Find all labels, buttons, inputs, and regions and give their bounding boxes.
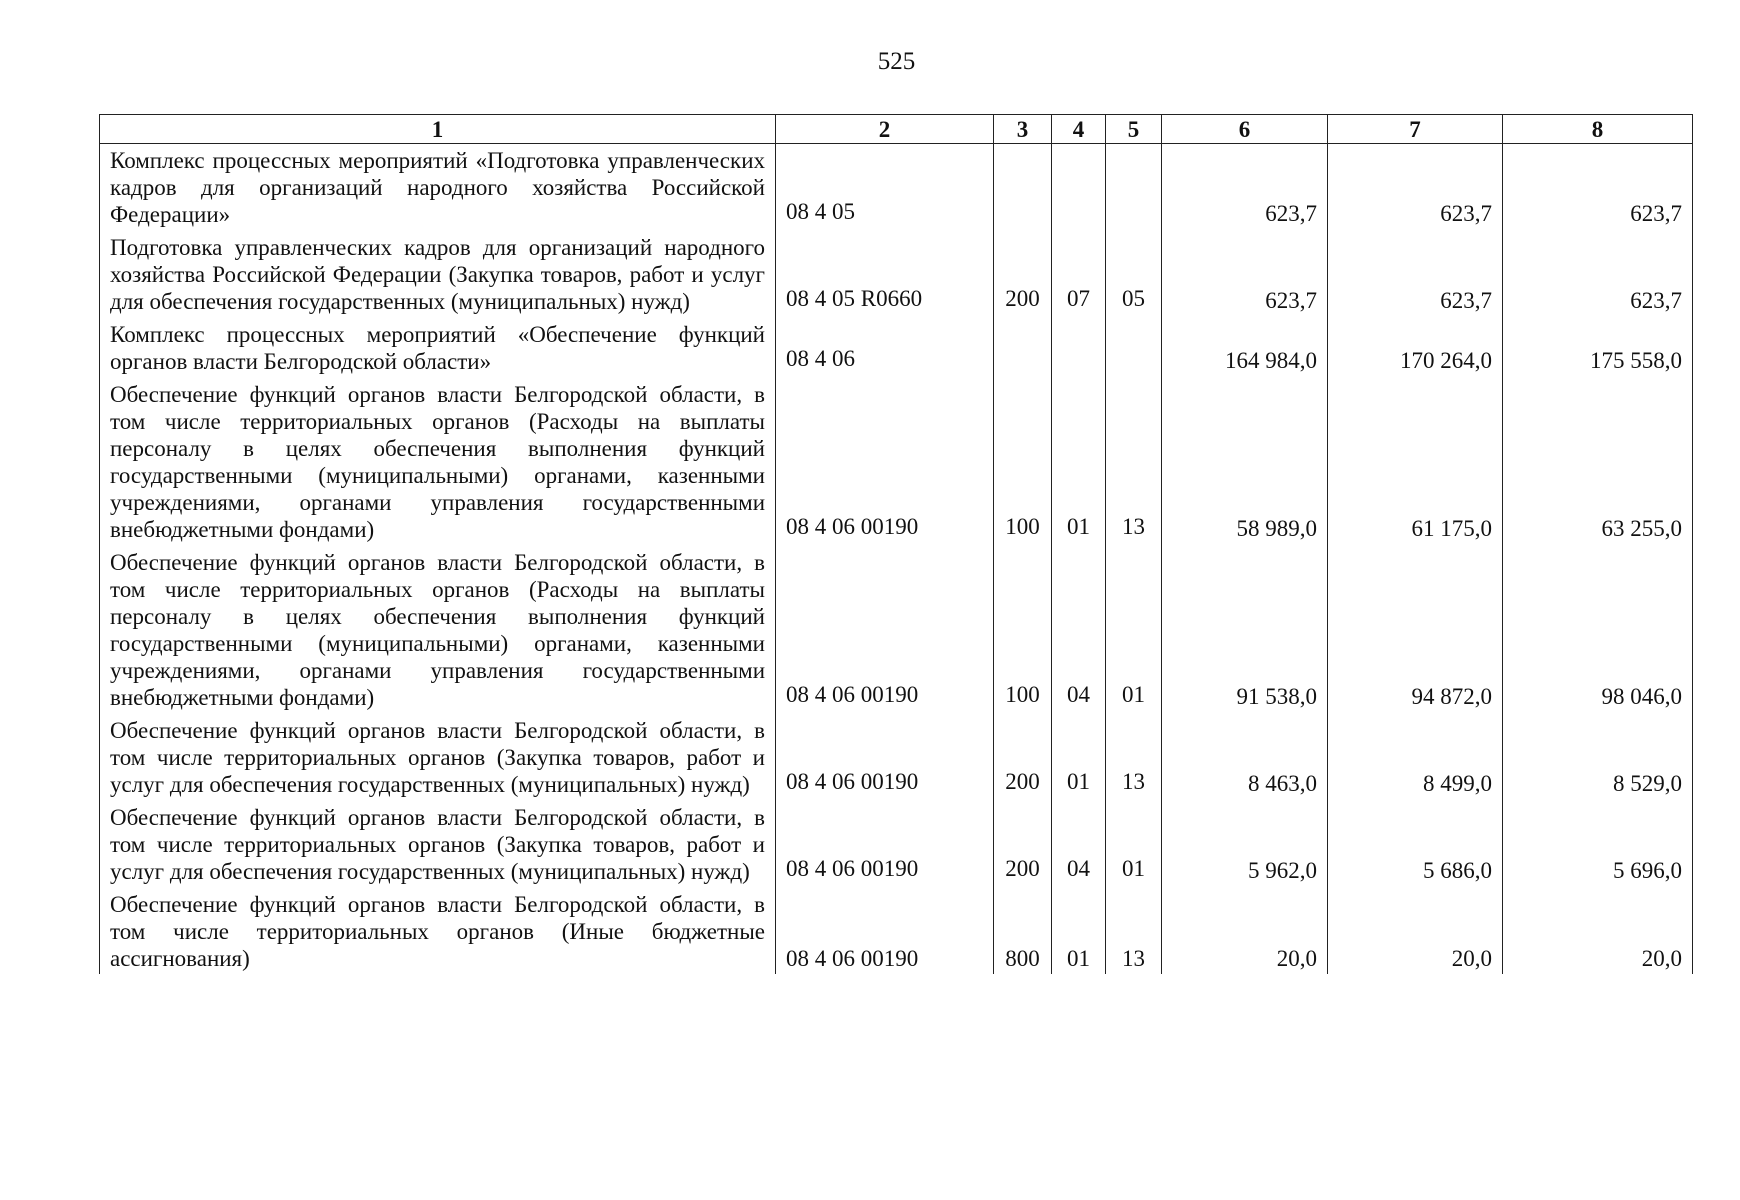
section-code <box>1052 318 1106 378</box>
table-header-row <box>100 115 1693 144</box>
amount-col6: 8 463,0 <box>1162 714 1328 801</box>
column-header: 1 <box>100 115 776 144</box>
target-article-code: 08 4 06 00190 <box>776 378 994 546</box>
column-header: 4 <box>1052 115 1106 144</box>
section-code <box>1052 144 1106 232</box>
expense-type-code: 100 <box>994 546 1052 714</box>
table-row <box>100 714 1693 801</box>
amount-col6: 623,7 <box>1162 231 1328 318</box>
amount-col7: 61 175,0 <box>1328 378 1503 546</box>
amount-col8: 175 558,0 <box>1503 318 1693 378</box>
target-article-code: 08 4 05 R0660 <box>776 231 994 318</box>
section-code: 01 <box>1052 714 1106 801</box>
subsection-code: 01 <box>1106 546 1162 714</box>
amount-col8: 5 696,0 <box>1503 801 1693 888</box>
amount-col7: 170 264,0 <box>1328 318 1503 378</box>
expense-type-code: 200 <box>994 801 1052 888</box>
amount-col8: 623,7 <box>1503 144 1693 232</box>
expense-type-code <box>994 144 1052 232</box>
expense-name: Обеспечение функций органов власти Белгородской области, в том числе территориальных органов (Закупка товаров, работ и услуг для обеспечения государственных (муниципальных) нужд) <box>100 801 776 888</box>
amount-col6: 58 989,0 <box>1162 378 1328 546</box>
table-row <box>100 546 1693 714</box>
subsection-code: 13 <box>1106 714 1162 801</box>
column-header: 6 <box>1162 115 1328 144</box>
amount-col7: 94 872,0 <box>1328 546 1503 714</box>
expense-name: Обеспечение функций органов власти Белгородской области, в том числе территориальных органов (Расходы на выплаты персоналу в целях обеспечения выполнения функций государственными (муниципальными) органами, казенными учреждениями, органами управления государственными внебюджетными фондами) <box>100 546 776 714</box>
table-row <box>100 318 1693 378</box>
amount-col8: 98 046,0 <box>1503 546 1693 714</box>
table-row <box>100 888 1693 974</box>
budget-table <box>99 114 1693 974</box>
amount-col6: 5 962,0 <box>1162 801 1328 888</box>
subsection-code: 13 <box>1106 888 1162 974</box>
amount-col6: 164 984,0 <box>1162 318 1328 378</box>
expense-type-code: 200 <box>994 714 1052 801</box>
amount-col8: 8 529,0 <box>1503 714 1693 801</box>
target-article-code: 08 4 06 <box>776 318 994 378</box>
amount-col7: 5 686,0 <box>1328 801 1503 888</box>
target-article-code: 08 4 06 00190 <box>776 801 994 888</box>
amount-col8: 20,0 <box>1503 888 1693 974</box>
expense-name: Обеспечение функций органов власти Белгородской области, в том числе территориальных органов (Расходы на выплаты персоналу в целях обеспечения выполнения функций государственными (муниципальными) органами, казенными учреждениями, органами управления государственными внебюджетными фондами) <box>100 378 776 546</box>
budget-table-container <box>99 114 1693 974</box>
amount-col6: 20,0 <box>1162 888 1328 974</box>
column-header: 8 <box>1503 115 1693 144</box>
amount-col8: 623,7 <box>1503 231 1693 318</box>
page-number: 525 <box>877 48 916 75</box>
table-row <box>100 144 1693 232</box>
column-header: 2 <box>776 115 994 144</box>
subsection-code: 05 <box>1106 231 1162 318</box>
subsection-code: 13 <box>1106 378 1162 546</box>
expense-name: Подготовка управленческих кадров для организаций народного хозяйства Российской Федерации (Закупка товаров, работ и услуг для обеспечения государственных (муниципальных) нужд) <box>100 231 776 318</box>
target-article-code: 08 4 05 <box>776 144 994 232</box>
expense-name: Обеспечение функций органов власти Белгородской области, в том числе территориальных органов (Иные бюджетные ассигнования) <box>100 888 776 974</box>
amount-col7: 8 499,0 <box>1328 714 1503 801</box>
expense-name: Комплекс процессных мероприятий «Подготовка управленческих кадров для организаций народного хозяйства Российской Федерации» <box>100 144 776 232</box>
amount-col6: 91 538,0 <box>1162 546 1328 714</box>
subsection-code <box>1106 318 1162 378</box>
target-article-code: 08 4 06 00190 <box>776 714 994 801</box>
expense-name: Обеспечение функций органов власти Белгородской области, в том числе территориальных органов (Закупка товаров, работ и услуг для обеспечения государственных (муниципальных) нужд) <box>100 714 776 801</box>
section-code: 07 <box>1052 231 1106 318</box>
table-row <box>100 801 1693 888</box>
expense-type-code: 200 <box>994 231 1052 318</box>
subsection-code: 01 <box>1106 801 1162 888</box>
section-code: 04 <box>1052 546 1106 714</box>
table-row <box>100 231 1693 318</box>
amount-col7: 20,0 <box>1328 888 1503 974</box>
amount-col7: 623,7 <box>1328 231 1503 318</box>
column-header: 5 <box>1106 115 1162 144</box>
amount-col8: 63 255,0 <box>1503 378 1693 546</box>
column-header: 3 <box>994 115 1052 144</box>
subsection-code <box>1106 144 1162 232</box>
column-header: 7 <box>1328 115 1503 144</box>
expense-type-code: 100 <box>994 378 1052 546</box>
table-row <box>100 378 1693 546</box>
amount-col7: 623,7 <box>1328 144 1503 232</box>
target-article-code: 08 4 06 00190 <box>776 888 994 974</box>
target-article-code: 08 4 06 00190 <box>776 546 994 714</box>
amount-col6: 623,7 <box>1162 144 1328 232</box>
expense-name: Комплекс процессных мероприятий «Обеспечение функций органов власти Белгородской области» <box>100 318 776 378</box>
section-code: 01 <box>1052 888 1106 974</box>
section-code: 04 <box>1052 801 1106 888</box>
expense-type-code <box>994 318 1052 378</box>
expense-type-code: 800 <box>994 888 1052 974</box>
section-code: 01 <box>1052 378 1106 546</box>
